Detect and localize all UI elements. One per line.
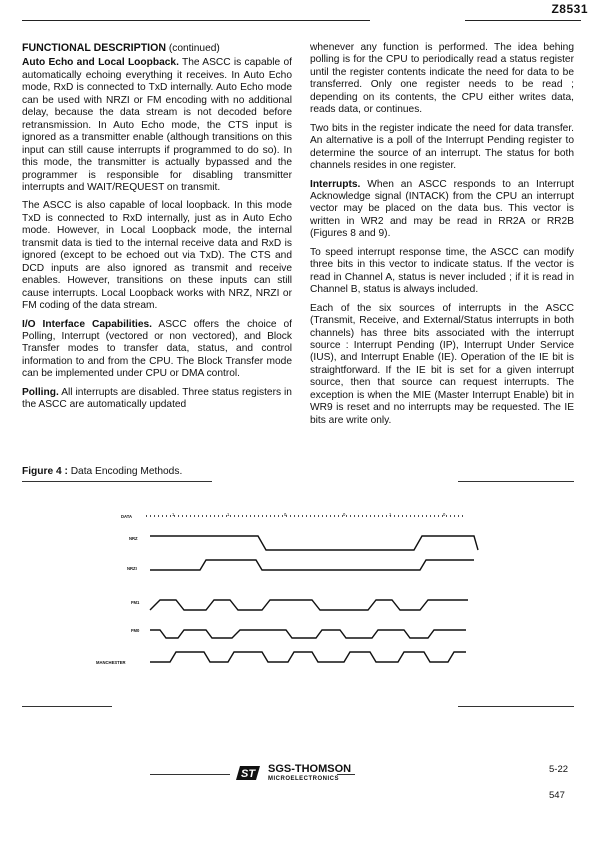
manchester-waveform	[150, 652, 466, 662]
signal-label-manchester: MANCHESTER	[96, 660, 126, 665]
footer-brand: SGS-THOMSON	[268, 763, 352, 775]
footer-brand-sub: MICROELECTRONICS	[268, 776, 339, 782]
figure-bottom-rule-right	[458, 706, 574, 707]
nrzi-waveform	[150, 560, 474, 570]
paragraph-text: When an ASCC responds to an Interrupt Acknowledge signal (INTACK) from the CPU an interrupt vector may be placed on the data bus. This vector is written in WR2 and may be read in RR2A or RR2B (Figures 8 and 9).	[310, 178, 574, 240]
left-column	[22, 42, 292, 418]
data-bit: 0	[443, 512, 446, 517]
header-title: Z8531	[551, 2, 588, 16]
paragraph-io-interface	[22, 319, 292, 381]
data-bit: 1	[227, 512, 230, 517]
paragraph-text: ASCC offers the choice of Polling, Interrupt (vectored or non vectored), and Block Transfer modes to transfer data, status, and control information to and from the CPU. The Block Transfer mode can be implemented under CPU or DMA control.	[22, 318, 292, 380]
page-number: 547	[549, 790, 565, 801]
paragraph-heading: Interrupts.	[310, 178, 361, 190]
figure-label: Figure 4 :	[22, 466, 68, 477]
figure-title: Data Encoding Methods.	[70, 466, 183, 477]
paragraph-vector-status	[310, 247, 574, 297]
signal-label-data: DATA	[121, 514, 133, 519]
paragraph-status-bits	[310, 123, 574, 173]
paragraph-heading: Auto Echo and Local Loopback.	[22, 57, 179, 69]
data-bit: 0	[284, 512, 287, 517]
signal-label-fm0: FM0	[131, 628, 140, 633]
paragraph-text: To speed interrupt response time, the ASCC can modify three bits in this vector to indicate status. If the vector is read in Channel A, status is never included ; if it is read in Channel B, status is always included.	[310, 246, 574, 296]
signal-label-nrzi: NRZI	[127, 566, 137, 571]
footer-rule-left	[150, 774, 230, 775]
header-rule-left	[22, 20, 370, 21]
paragraph-text: Two bits in the register indicate the need for data transfer. An alternative is a poll of the Interrupt Pending register to determine the source of an interrupt. The status for both channels resides in one register.	[310, 122, 574, 172]
section-title-suffix: (continued)	[168, 43, 220, 54]
data-bit: 1	[172, 512, 175, 517]
section-title: FUNCTIONAL DESCRIPTION	[22, 42, 166, 54]
signal-label-nrz: NRZ	[129, 536, 138, 541]
right-column	[310, 42, 574, 433]
fm0-waveform	[150, 630, 466, 638]
data-encoding-diagram	[0, 490, 610, 690]
nrz-waveform	[150, 536, 478, 550]
paragraph-text: The ASCC is capable of automatically echoing everything it receives. In Auto Echo mode, RxD is connected to TxD internally. Auto Echo mode can be used with NRZI or FM encoding with no additional delay, because the data stream is not decoded before retransmission. In Auto Echo mode, the CTS input is ignored as a transmitter enable (although transitions on this input can still cause interrupts if programmed to do so). In this mode, the transmitter is actually bypassed and the programmer is responsible for disabling transmitter interrupts and WAIT/REQUEST on transmit.	[22, 57, 292, 193]
paragraph-polling	[22, 387, 292, 412]
signal-label-fm1: FM1	[131, 600, 140, 605]
paragraph-text: All interrupts are disabled. Three status registers in the ASCC are automatically updated	[22, 386, 292, 411]
data-bit: 0	[343, 512, 346, 517]
section-heading	[22, 42, 292, 55]
fm1-waveform	[150, 600, 468, 610]
data-bit: 1	[389, 512, 392, 517]
figure-caption-rule	[22, 481, 212, 482]
st-logo-icon	[236, 764, 262, 782]
paragraph-heading: Polling.	[22, 386, 59, 398]
paragraph-heading: I/O Interface Capabilities.	[22, 318, 152, 330]
figure-bottom-rule-left	[22, 706, 112, 707]
paragraph-text: The ASCC is also capable of local loopback. In this mode TxD is connected to RxD internally, just as in Auto Echo mode. However, in Local Loopback mode, the internal transmit data is tied to the internal receive data and RxD is ignored (except to be echoed out via TxD). The CTS and DCD inputs are also ignored as transmit and receive enables. However, transitions on these inputs can still cause interrupts. Local Loopback works with NRZ, NRZI or FM coding of the data stream.	[22, 200, 292, 312]
paragraph-auto-echo	[22, 57, 292, 194]
figure-caption-rule-right	[458, 481, 574, 482]
figure-caption	[22, 466, 182, 477]
paragraph-local-loopback	[22, 200, 292, 312]
paragraph-text: Each of the six sources of interrupts in the ASCC (Transmit, Receive, and External/Status interrupts in both channels) has three bits associated with the interrupt source : Interrupt Pending (IP), Interrupt Under Service (IUS), and Interrupt Enable (IE). Operation of the IE bit is straightforward. If the IE bit is set for a given interrupt source, then that source can request interrupts. The exception is when the MIE (Master Interrupt Enable) bit in WR9 is reset and no interrupts may be requested. The IE bits are write only.	[310, 302, 574, 426]
paragraph-polling-cont	[310, 42, 574, 117]
paragraph-interrupt-sources	[310, 303, 574, 428]
page-reference: 5-22	[549, 764, 569, 775]
header-rule-right	[465, 20, 581, 21]
paragraph-interrupts	[310, 179, 574, 241]
svg-text:ST: ST	[241, 768, 256, 780]
paragraph-text: whenever any function is performed. The idea behing polling is for the CPU to periodically read a status register until the register contents indicate the need for data to be transferred. Only one register needs to be read ; depending on its contents, the CPU either writes data, reads data, or continues.	[310, 42, 574, 116]
